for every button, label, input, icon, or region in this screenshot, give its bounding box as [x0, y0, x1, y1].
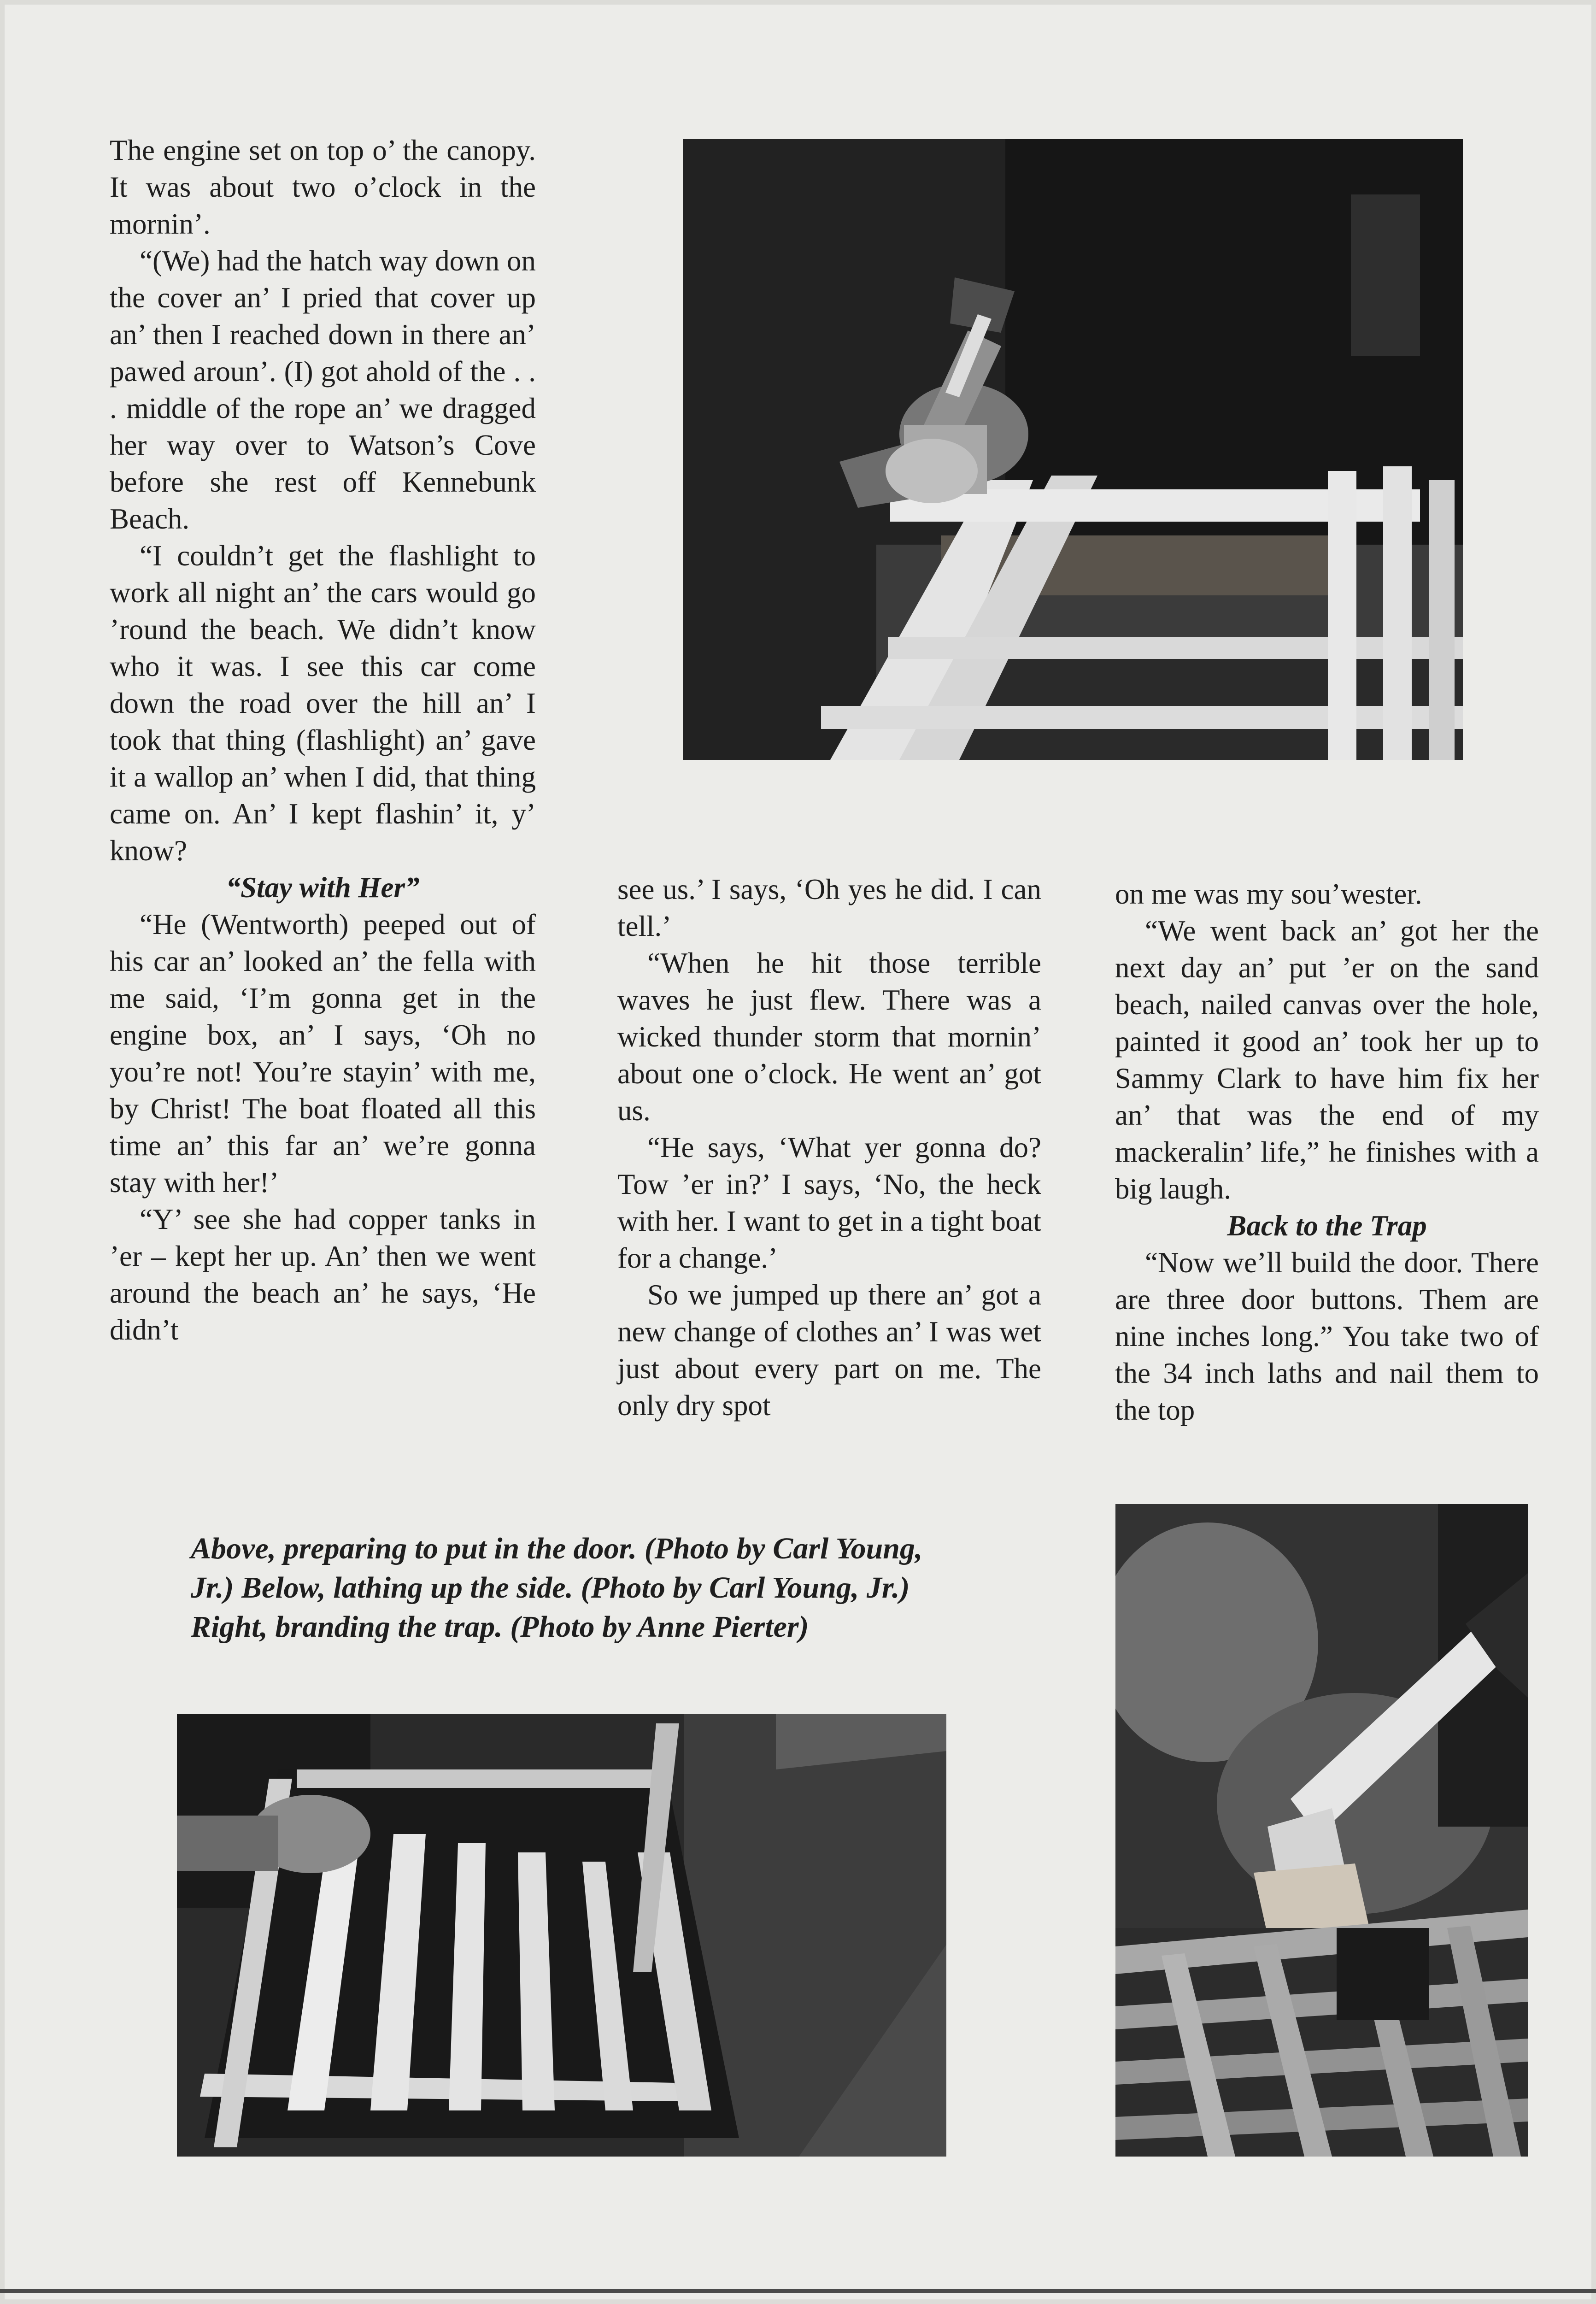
page-bottom-rule — [0, 2289, 1596, 2293]
photo-caption: Above, preparing to put in the door. (Photo by Carl Young, Jr.) Below, lathing up the side. (Photo by Carl Young, Jr.) Right, branding the trap. (Photo by Anne Pierter) — [191, 1532, 923, 1644]
paragraph: “He (Wentworth) peeped out of his car an’ looked an’ the fella with me said, ‘I’m gonna get in the engine box, an’ I says, ‘Oh no you’re not! You’re stayin’ with me, by Christ! The boat floated all this time an’ this far an’ we’re gonna stay with her!’ — [110, 908, 536, 1199]
paragraph: “When he hit those terrible waves he just flew. There was a wicked thunder storm that mornin’ about one o’clock. He went an’ got us. — [617, 947, 1041, 1127]
paragraph: on me was my sou’wester. — [1115, 878, 1422, 910]
paragraph: “We went back an’ got her the next day an’ put ’er on the sand beach, nailed canvas over the hole, painted it good an’ took her up to Sammy Clark to have him fix her an’ that was the end of my mackeralin’ life,” he finishes with a big laugh. — [1115, 915, 1539, 1205]
paragraph: “Now we’ll build the door. There are three door buttons. Them are nine inches long.” You take two of the 34 inch laths and nail them to the top — [1115, 1246, 1539, 1426]
photo-branding-trap — [1115, 1504, 1528, 2157]
paragraph: “I couldn’t get the flashlight to work all night an’ the cars would go ’round the beach. We didn’t know who it was. I see this car come down the road over the hill an’ I took that thing (flashlight) an’ gave it a wallop an’ when I did, that thing came on. An’ I kept flashin’ it, y’ know? — [110, 540, 536, 867]
article-column-3 — [1115, 876, 1539, 1428]
paragraph: So we jumped up there an’ got a new change of clothes an’ I was wet just about every part on me. The only dry spot — [617, 1279, 1041, 1422]
subheading: Back to the Trap — [1227, 1210, 1427, 1242]
paragraph: “Y’ see she had copper tanks in ’er – kept her up. An’ then we went around the beach an’ he says, ‘He didn’t — [110, 1203, 536, 1346]
subheading: “Stay with Her” — [226, 871, 420, 904]
paragraph: The engine set on top o’ the canopy. It was about two o’clock in the mornin’. — [110, 134, 536, 240]
paragraph: see us.’ I says, ‘Oh yes he did. I can tell.’ — [617, 873, 1041, 942]
photo-preparing-door — [683, 139, 1463, 760]
article-column-1 — [110, 132, 536, 1348]
paragraph: “(We) had the hatch way down on the cover an’ I pried that cover up an’ then I reached down in there an’ pawed aroun’. (I) got ahold of the . . . middle of the rope an’ we dragged her way over to Watson’s Cove before she rest off Kennebunk Beach. — [110, 245, 536, 535]
photo-lathing-side — [177, 1714, 946, 2157]
paragraph: “He says, ‘What yer gonna do? Tow ’er in?’ I says, ‘No, the heck with her. I want to get in a tight boat for a change.’ — [617, 1131, 1041, 1274]
article-column-2 — [617, 871, 1041, 1424]
